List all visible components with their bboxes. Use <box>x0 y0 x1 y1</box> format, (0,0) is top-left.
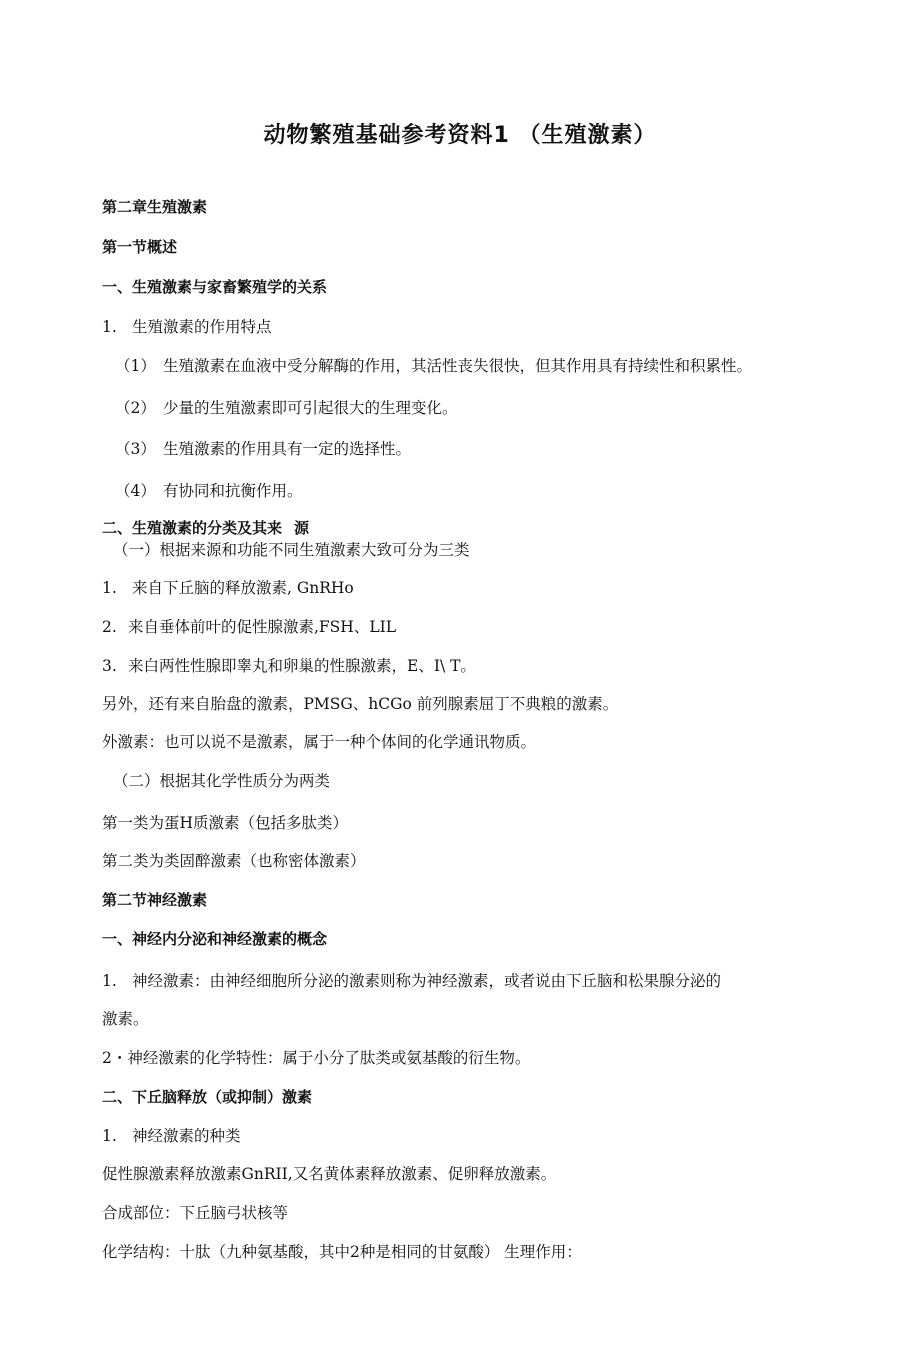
list-number: 1. <box>102 1127 117 1145</box>
list-text: 生殖激素在血液中受分解酶的作用，其活性丧失很快，但其作用具有持续性和积累性。 <box>163 357 753 375</box>
list-item <box>115 356 752 376</box>
list-text: 少量的生殖激素即可引起很大的生理变化。 <box>163 399 458 417</box>
subsection-heading: 一、神经内分泌和神经激素的概念 <box>102 930 328 948</box>
list-text: 生殖激素的作用具有一定的选择性。 <box>163 440 412 458</box>
list-item <box>115 398 458 418</box>
heading-overlap-char: 源 <box>294 519 310 537</box>
chapter-heading: 第二章生殖激素 <box>102 198 208 216</box>
paragraph: 激素。 <box>102 1010 149 1028</box>
paragraph: 2・神经激素的化学特性：属于小分了肽类或氨基酸的衍生物。 <box>102 1049 531 1067</box>
paragraph: 外激素：也可以说不是激素，属于一种个体间的化学通讯物质。 <box>102 733 537 751</box>
list-text: 神经激素的种类 <box>132 1127 241 1145</box>
list-number: （3） <box>115 440 156 458</box>
list-number: 1. <box>102 972 117 990</box>
section-heading: 第二节神经激素 <box>102 891 208 909</box>
list-text: 生殖激素的作用特点 <box>132 318 272 336</box>
list-text: 神经激素：由神经细胞所分泌的激素则称为神经激素，或者说由下丘脑和松果腺分泌的 <box>132 972 722 990</box>
paragraph: 另外，还有来自胎盘的激素，PMSG、hCGo 前列腺素屈丁不典粮的激素。 <box>102 695 619 713</box>
paragraph: 合成部位：下丘脑弓状核等 <box>102 1204 289 1222</box>
section-heading: 第一节概述 <box>102 238 178 256</box>
list-item <box>102 971 721 991</box>
paragraph: （一）根据来源和功能不同生殖激素大致可分为三类 <box>113 541 470 559</box>
subsection-heading: 二、下丘脑释放（或抑制）激素 <box>102 1088 313 1106</box>
list-number: （4） <box>115 482 156 500</box>
paragraph: （二）根据其化学性质分为两类 <box>113 772 331 790</box>
list-text: 来自下丘脑的释放激素, GnRHo <box>132 579 354 597</box>
list-number: （1） <box>115 357 156 375</box>
list-item <box>102 1126 241 1146</box>
list-text: 来白两性性腺即睾丸和卵巢的性腺激素，E、I\ T。 <box>128 657 476 675</box>
list-item <box>102 317 272 337</box>
subsection-heading <box>102 518 309 538</box>
list-number: 1. <box>102 579 117 597</box>
paragraph: 第二类为类固醉激素（也称密体激素） <box>102 852 366 870</box>
heading-text: 二、生殖激素的分类及其来 <box>102 519 283 537</box>
list-item <box>102 578 354 598</box>
list-number: 1. <box>102 318 117 336</box>
paragraph: 第一类为蛋H质激素（包括多肽类） <box>102 814 349 832</box>
paragraph: 促性腺激素释放激素GnRII,又名黄体素释放激素、促卵释放激素。 <box>102 1165 557 1183</box>
list-text: 有协同和抗衡作用。 <box>163 482 303 500</box>
list-item <box>102 617 396 637</box>
subsection-heading: 一、生殖激素与家畜繁殖学的关系 <box>102 278 328 296</box>
list-number: （2） <box>115 399 156 417</box>
paragraph: 化学结构：十肽（九种氨基酸，其中2种是相同的甘氨酸） 生理作用： <box>102 1243 582 1261</box>
document-title: 动物繁殖基础参考资料1 （生殖激素） <box>263 123 657 148</box>
list-item <box>102 656 476 676</box>
list-item <box>115 439 411 459</box>
list-number: 3. <box>102 657 117 675</box>
list-text: 来自垂体前叶的促性腺激素,FSH、LIL <box>128 618 397 636</box>
list-item <box>115 481 303 501</box>
list-number: 2. <box>102 618 117 636</box>
